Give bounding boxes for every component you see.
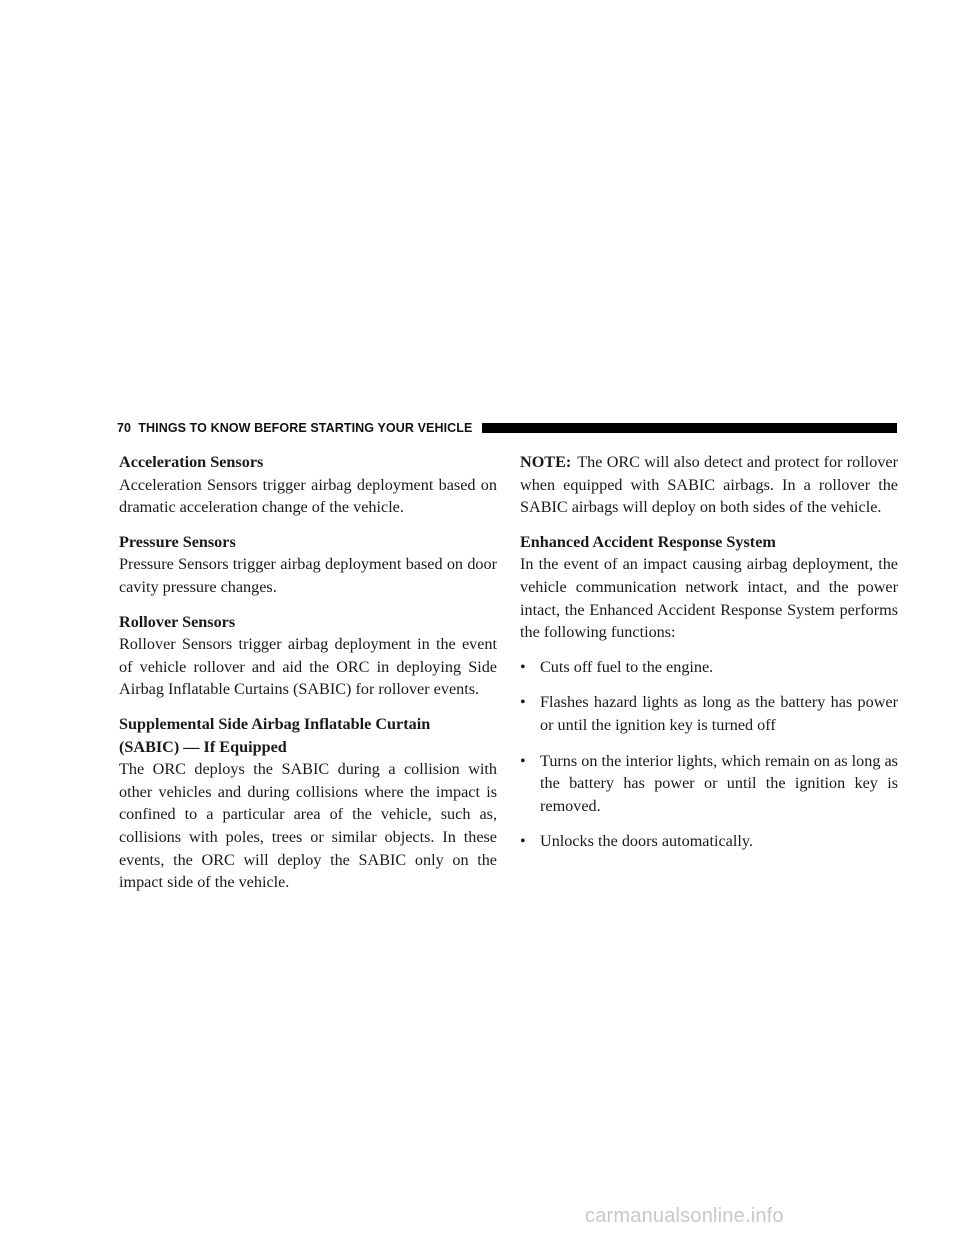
- bullet-icon: •: [520, 751, 526, 770]
- section-heading: Enhanced Accident Response System: [520, 532, 776, 551]
- right-column: [520, 451, 898, 866]
- section-heading: Pressure Sensors: [119, 532, 236, 551]
- list-item-text: Flashes hazard lights as long as the battery has power or until the ignition key is turned off: [540, 693, 898, 734]
- page-header: [117, 418, 897, 438]
- functions-list: [520, 656, 898, 853]
- watermark: carmanualsonline.info: [585, 1205, 784, 1227]
- rollover-sensors-section: [119, 611, 497, 701]
- section-body: In the event of an impact causing airbag deployment, the vehicle communication network intact, and the power intact, the Enhanced Accident Response System performs the following functions:: [520, 555, 898, 642]
- header-rule: [482, 423, 897, 433]
- section-heading-continued: (SABIC) — If Equipped: [119, 737, 287, 756]
- bullet-icon: •: [520, 657, 526, 676]
- section-body: Acceleration Sensors trigger airbag deployment based on dramatic acceleration change of the vehicle.: [119, 475, 497, 517]
- list-item: [520, 830, 898, 853]
- section-body: The ORC deploys the SABIC during a collision with other vehicles and during collisions where the impact is confined to a particular area of the vehicle, such as, collisions with poles, trees or similar objects. In these events, the ORC will deploy the SABIC only on the impact side of the vehicle.: [119, 760, 497, 892]
- list-item: [520, 656, 898, 679]
- section-heading: Acceleration Sensors: [119, 453, 264, 471]
- list-item-text: Turns on the interior lights, which remain on as long as the battery has power or until the ignition key is removed.: [540, 751, 898, 815]
- sabic-section: [119, 713, 497, 894]
- acceleration-sensors-section: [119, 451, 497, 519]
- bullet-icon: •: [520, 693, 526, 712]
- section-heading: Supplemental Side Airbag Inflatable Curtain: [119, 714, 431, 733]
- section-title: THINGS TO KNOW BEFORE STARTING YOUR VEHICLE: [138, 421, 473, 435]
- section-body: Rollover Sensors trigger airbag deployment in the event of vehicle rollover and aid the ORC in deploying Side Airbag Inflatable Curtains (SABIC) for rollover events.: [119, 635, 497, 699]
- bullet-icon: •: [520, 832, 526, 851]
- page-number: 70: [117, 421, 132, 435]
- note-paragraph: [520, 451, 898, 519]
- note-label: NOTE:: [520, 453, 572, 471]
- note-text: The ORC will also detect and protect for rollover when equipped with SABIC airbags. In a rollover the SABIC airbags will deploy on both sides of the vehicle.: [520, 453, 898, 517]
- section-body: Pressure Sensors trigger airbag deployment based on door cavity pressure changes.: [119, 555, 497, 596]
- left-column: [119, 451, 497, 906]
- enhanced-accident-response-section: [520, 531, 898, 644]
- list-item-text: Cuts off fuel to the engine.: [540, 657, 714, 676]
- section-heading: Rollover Sensors: [119, 612, 236, 631]
- page-header-text: [117, 421, 472, 435]
- list-item-text: Unlocks the doors automatically.: [540, 832, 753, 851]
- list-item: [520, 750, 898, 818]
- pressure-sensors-section: [119, 531, 497, 599]
- list-item: [520, 691, 898, 736]
